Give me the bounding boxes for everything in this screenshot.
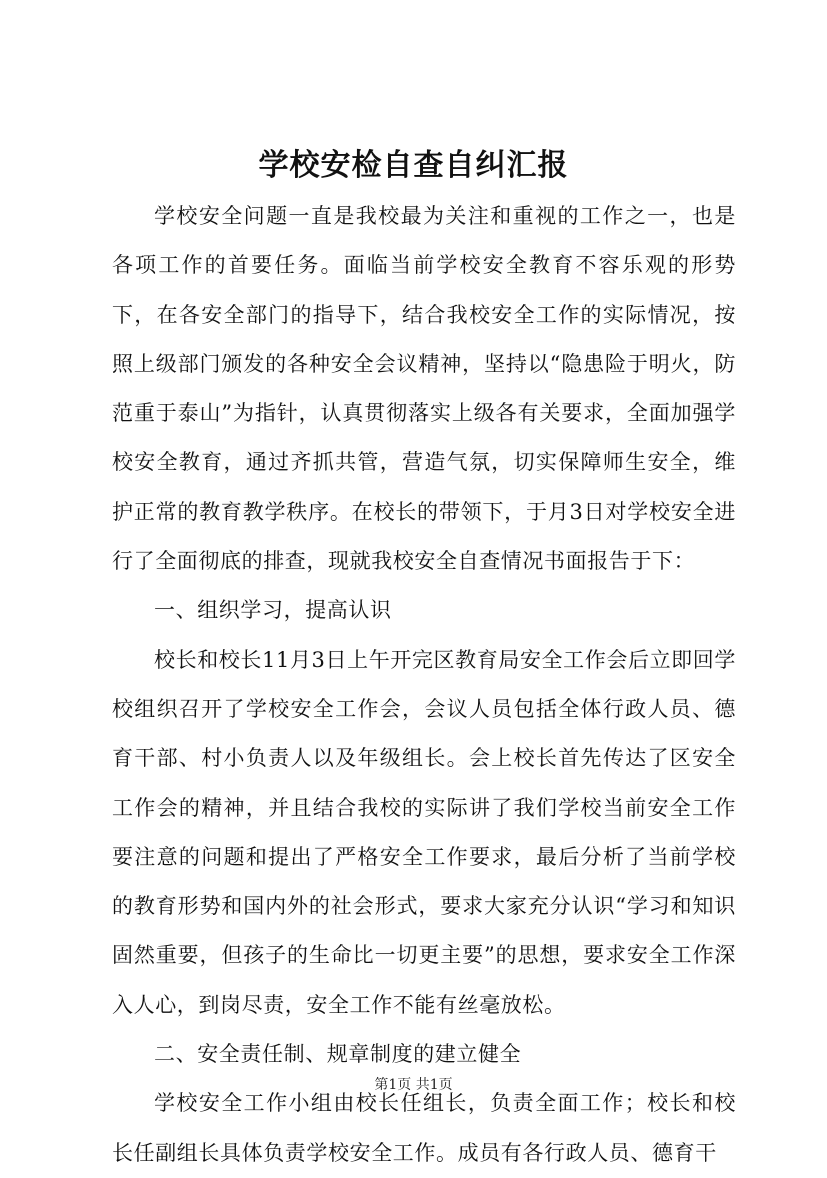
section-heading-2: 二、安全责任制、规章制度的建立健全 <box>154 1042 522 1067</box>
paragraph-section-1: 校长和校长11月3日上午开完区教育局安全工作会后立即回学校组织召开了学校安全工作会，会议人员包括全体行政人员、德育干部、村小负责人以及年级组长。会上校长首先传达了区安全工作会的精神，并且结合我校的实际讲了我们学校当前安全工作要注意的问题和提出了严格安全工作要求，最后分析了当前学校的教育形势和国内外的社会形式，要求大家充分认识“学习和知识固然重要，但孩子的生命比一切更主要”的思想，要求安全工作深入人心，到岗尽责，安全工作不能有丝毫放松。 <box>112 647 736 1017</box>
paragraph-section-2: 学校安全工作小组由校长任组长，负责全面工作；校长和校长任副组长具体负责学校安全工作。成员有各行政人员、德育干 <box>112 1091 736 1165</box>
document-body <box>112 192 736 1178</box>
document-title: 学校安检自查自纠汇报 <box>258 148 569 183</box>
page-number: 第1页 共1页 <box>374 1077 453 1093</box>
section-heading-1: 一、组织学习，提高认识 <box>154 598 392 623</box>
paragraph-intro: 学校安全问题一直是我校最为关注和重视的工作之一，也是各项工作的首要任务。面临当前学校安全教育不容乐观的形势下，在各安全部门的指导下，结合我校安全工作的实际情况，按照上级部门颁发的各种安全会议精神，坚持以“隐患险于明火，防范重于泰山”为指针，认真贯彻落实上级各有关要求，全面加强学校安全教育，通过齐抓共管，营造气氛，切实保障师生安全，维护正常的教育教学秩序。在校长的带领下，于月3日对学校安全进行了全面彻底的排查，现就我校安全自查情况书面报告于下： <box>112 204 736 574</box>
